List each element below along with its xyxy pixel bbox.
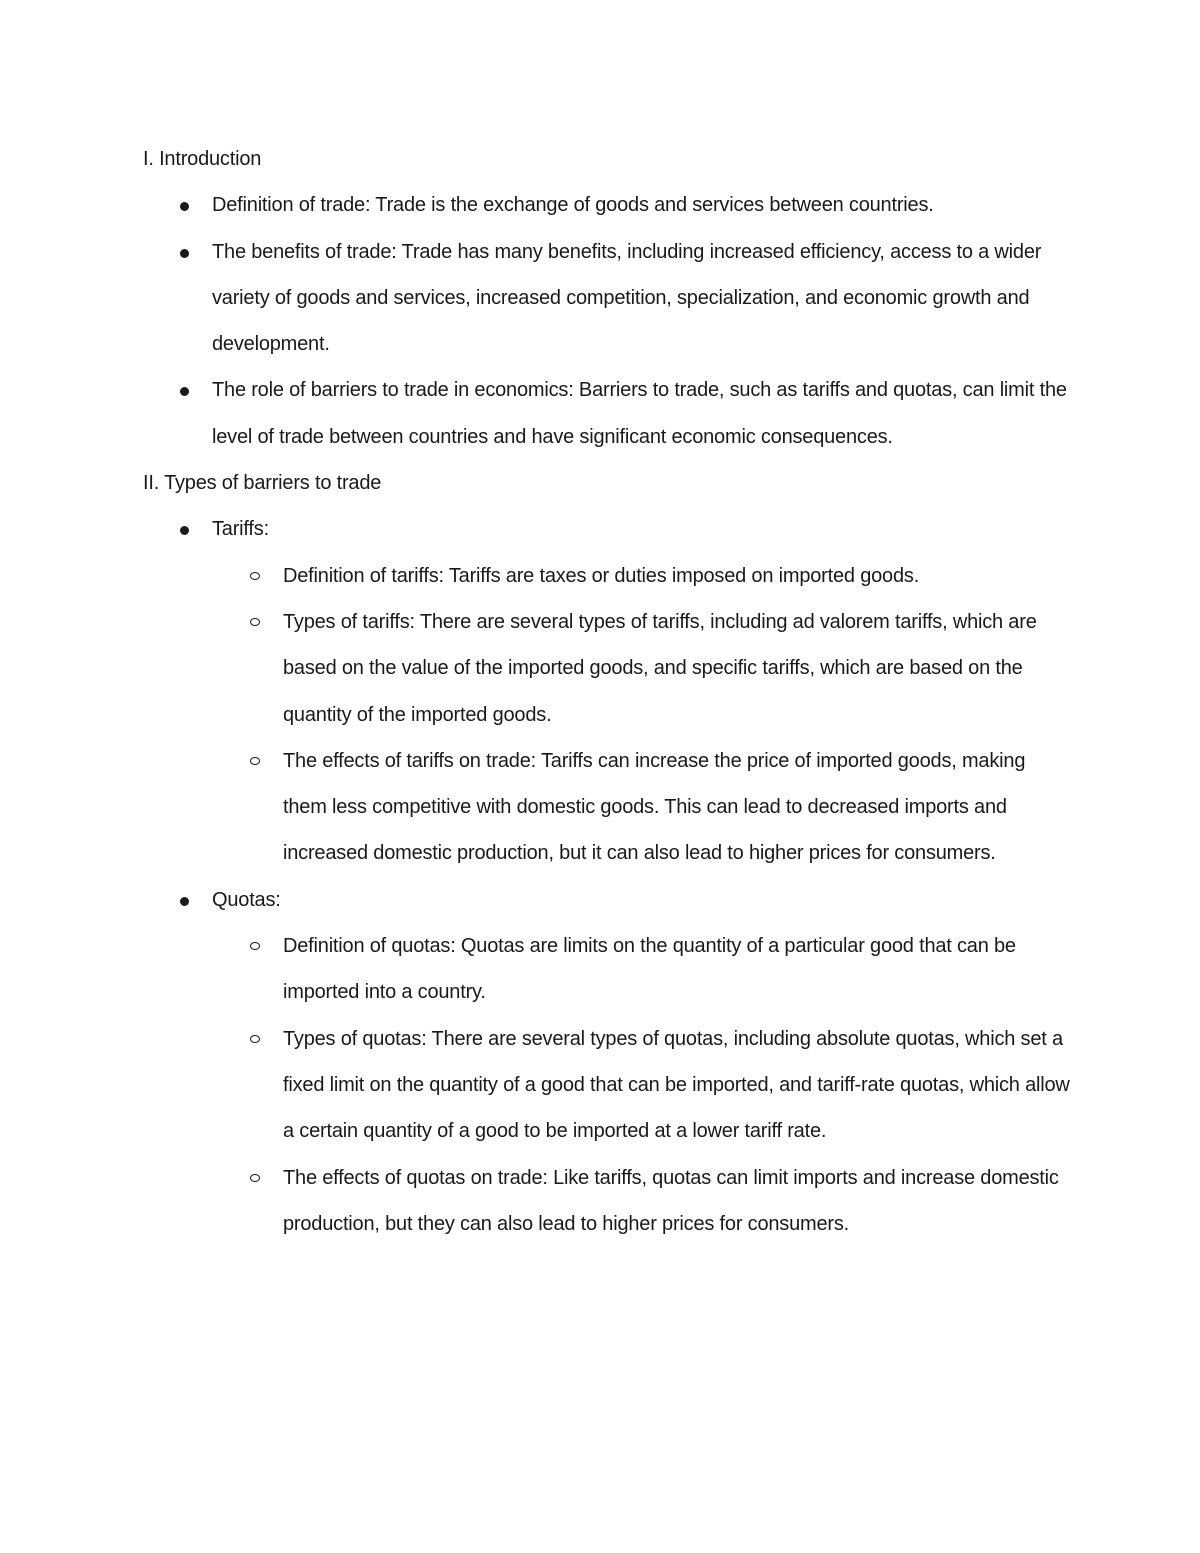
list-item xyxy=(143,229,1073,368)
sub-list-item-text: The effects of tariffs on trade: Tariffs can increase the price of imported goods, making them less competitive with domestic goods. This can lead to decreased imports and increased domestic production, but it can also lead to higher prices for consumers. xyxy=(283,749,1026,865)
filled-bullet-icon xyxy=(180,387,189,396)
list-item-quotas xyxy=(143,877,1073,923)
sub-list-item xyxy=(143,923,1073,1016)
sub-list-item xyxy=(143,1155,1073,1248)
list-item-text: The role of barriers to trade in economics: Barriers to trade, such as tariffs and quotas, can limit the level of trade between countries and have significant economic consequences. xyxy=(212,379,1067,448)
sub-list-item-text: Definition of quotas: Quotas are limits on the quantity of a particular good that can be imported into a country. xyxy=(283,935,1016,1004)
filled-bullet-icon xyxy=(180,202,189,211)
sub-list-item-text: The effects of quotas on trade: Like tariffs, quotas can limit imports and increase domestic production, but they can also lead to higher prices for consumers. xyxy=(283,1166,1059,1235)
sub-list-item xyxy=(143,553,1073,599)
sub-list-item-text: Types of quotas: There are several types of quotas, including absolute quotas, which set a fixed limit on the quantity of a good that can be imported, and tariff-rate quotas, which allow a certain quantity of a good to be imported at a lower tariff rate. xyxy=(283,1027,1070,1143)
sub-list-item-text: Definition of tariffs: Tariffs are taxes or duties imposed on imported goods. xyxy=(283,564,920,587)
sub-list-item xyxy=(143,1016,1073,1155)
list-item-tariffs xyxy=(143,506,1073,552)
sub-list-item xyxy=(143,599,1073,738)
hollow-bullet-icon xyxy=(250,942,260,950)
filled-bullet-icon xyxy=(180,897,189,906)
filled-bullet-icon xyxy=(180,526,189,535)
section-heading-introduction: I. Introduction xyxy=(143,148,262,170)
list-item-text: Definition of trade: Trade is the exchange of goods and services between countries. xyxy=(212,194,934,217)
hollow-bullet-icon xyxy=(250,618,260,626)
hollow-bullet-icon xyxy=(250,1035,260,1043)
sub-list-item-text: Types of tariffs: There are several types of tariffs, including ad valorem tariffs, which are based on the value of the imported goods, and specific tariffs, which are based on the quantity of the imported goods. xyxy=(283,610,1037,726)
hollow-bullet-icon xyxy=(250,572,260,580)
document-body xyxy=(143,136,1073,1247)
hollow-bullet-icon xyxy=(250,1174,260,1182)
section-heading-types-of-barriers: II. Types of barriers to trade xyxy=(143,472,382,495)
hollow-bullet-icon xyxy=(250,757,260,765)
list-item xyxy=(143,182,1073,228)
list-item xyxy=(143,367,1073,460)
list-item-label: Quotas: xyxy=(212,888,281,911)
sub-list-item xyxy=(143,738,1073,877)
filled-bullet-icon xyxy=(180,249,189,258)
list-item-label: Tariffs: xyxy=(212,518,269,541)
list-item-text: The benefits of trade: Trade has many benefits, including increased efficiency, access to a wider variety of goods and services, increased competition, specialization, and economic growth and development. xyxy=(212,240,1042,356)
